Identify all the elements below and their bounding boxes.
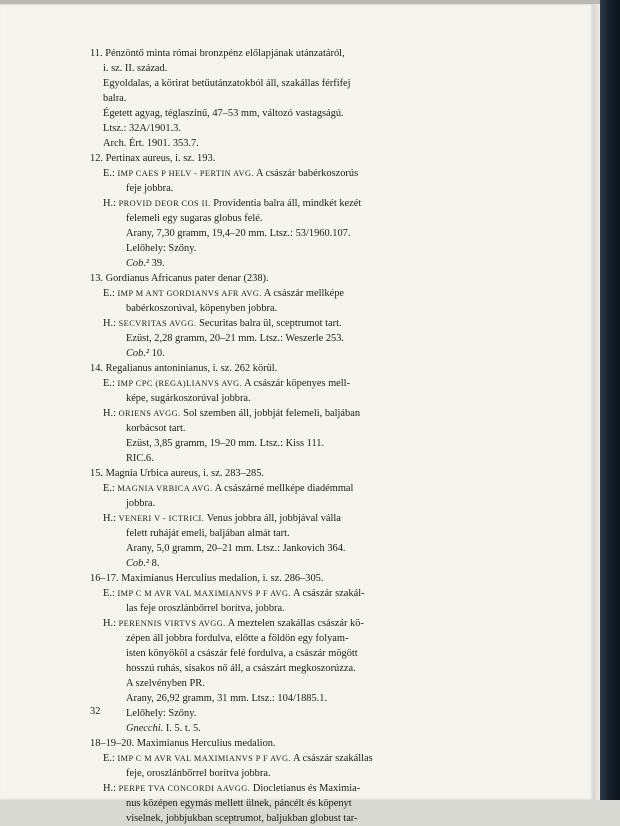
book-cover-edge (600, 0, 620, 800)
reverse-label: H.: (103, 198, 116, 209)
obverse-description-cont: jobbra. (126, 498, 156, 509)
obverse-legend: IMP C M AVR VAL MAXIMIANVS P F AVG. (117, 589, 291, 598)
obverse-line (90, 376, 538, 391)
reverse-label: H.: (103, 618, 116, 629)
material-weight: Arany, 7,30 gramm, 19,4–20 mm. Ltsz.: 53/1960.107. (126, 228, 351, 239)
obverse-description: A császár babérkoszorús (255, 168, 359, 179)
reverse-line (90, 511, 538, 526)
obverse-label: E.: (103, 168, 115, 179)
material-weight: Arany, 26,92 gramm, 31 mm. Ltsz.: 104/1885.1. (126, 693, 328, 704)
catalog-entry-16-17 (90, 571, 538, 736)
find-place: Lelőhely: Szőny. (126, 708, 197, 719)
reference: Arch. Ért. 1901. 353.7. (103, 138, 199, 149)
obverse-legend: IMP C M AVR VAL MAXIMIANVS P F AVG. (117, 754, 291, 763)
entry-line: viselnek, jobbjukban sceptrumot, baljukban globust tar- (126, 813, 358, 824)
obverse-description: A császár mellképe (263, 288, 344, 299)
reference: RIC.6. (126, 453, 154, 464)
obverse-legend: IMP CPC (REGA)LIANVS AVG. (117, 379, 243, 388)
catalog-entry-11 (90, 46, 538, 151)
obverse-description-cont: las feje oroszlánbőrrel borítva, jobbra. (126, 603, 285, 614)
reverse-legend: PERPE TVA CONCORDI AAVGG. (118, 784, 251, 793)
catalog-entry-13 (90, 271, 538, 361)
entry-line: felemeli egy sugaras globus felé. (126, 213, 263, 224)
obverse-line (90, 166, 538, 181)
reference-work: Cob.² (126, 558, 150, 569)
page-number: 32 (90, 706, 101, 717)
reference-number: 8. (151, 558, 160, 569)
reference (90, 256, 538, 271)
reverse-line (90, 781, 538, 796)
material-weight: Arany, 5,0 gramm, 20–21 mm. Ltsz.: Jankovich 364. (126, 543, 346, 554)
catalog-entry-12 (90, 151, 538, 271)
reverse-legend: VENERI V - ICTRICI. (118, 514, 205, 523)
entry-header: 16–17. Maximianus Herculius medalion, i. sz. 286–305. (90, 573, 324, 584)
obverse-line (90, 751, 538, 766)
catalog-text (90, 46, 538, 826)
reverse-description: Securitas balra ül, sceptrumot tart. (199, 318, 342, 329)
reverse-label: H.: (103, 318, 116, 329)
reference (90, 556, 538, 571)
reverse-label: H.: (103, 513, 116, 524)
inventory-number: Ltsz.: 32A/1901.3. (103, 123, 181, 134)
obverse-description-cont: képe, sugárkoszorúval jobbra. (126, 393, 251, 404)
entry-header: 14. Regalianus antoninianus, i. sz. 262 körül. (90, 363, 278, 374)
obverse-line (90, 586, 538, 601)
entry-line: i. sz. II. század. (103, 63, 168, 74)
reverse-label: H.: (103, 783, 116, 794)
reverse-description: Providentia balra áll, mindkét kezét (213, 198, 362, 209)
reference (90, 346, 538, 361)
obverse-description: A császár szakál- (293, 588, 365, 599)
reverse-line (90, 196, 538, 211)
reverse-description: Diocletianus és Maximia- (252, 783, 361, 794)
reverse-legend: ORIENS AVGG. (118, 409, 181, 418)
reverse-description: Venus jobbra áll, jobbjával válla (206, 513, 341, 524)
entry-header: 18–19–20. Maximianus Herculius medalion. (90, 738, 276, 749)
find-place: Lelőhely: Szőny. (126, 243, 197, 254)
obverse-description-cont: babérkoszorúval, köpenyben jobbra. (126, 303, 278, 314)
entry-line: hosszú ruhás, sisakos nő áll, a császárt megkoszorúzza. (126, 663, 356, 674)
reference-work: Gnecchi. (126, 723, 164, 734)
entry-line: korbácsot tart. (126, 423, 186, 434)
obverse-label: E.: (103, 588, 115, 599)
reverse-line (90, 616, 538, 631)
obverse-description: A császár szakállas (293, 753, 373, 764)
reference-work: Cob.² (126, 348, 150, 359)
entry-header: 13. Gordianus Africanus pater denar (238). (90, 273, 269, 284)
reference-number: I. 5. t. 5. (165, 723, 201, 734)
obverse-description: A császárné mellképe diadémmal (214, 483, 354, 494)
reverse-legend: PROVID DEOR COS II. (118, 199, 211, 208)
obverse-label: E.: (103, 483, 115, 494)
obverse-description: A császár köpenyes mell- (244, 378, 351, 389)
obverse-label: E.: (103, 378, 115, 389)
reference-work: Cob.² (126, 258, 150, 269)
obverse-description-cont: feje jobbra. (126, 183, 174, 194)
obverse-legend: IMP M ANT GORDIANVS AFR AVG. (117, 289, 262, 298)
entry-header: 11. Pénzöntő minta római bronzpénz előlapjának utánzatáról, (90, 48, 345, 59)
reference-number: 10. (151, 348, 165, 359)
reverse-legend: SECVRITAS AVGG. (118, 319, 197, 328)
reverse-label: H.: (103, 408, 116, 419)
reference (90, 721, 538, 736)
entry-line: Égetett agyag, téglaszínű, 47–53 mm, változó vastagságú. (103, 108, 344, 119)
obverse-line (90, 286, 538, 301)
material-weight: Ezüst, 2,28 gramm, 20–21 mm. Ltsz.: Weszerle 253. (126, 333, 344, 344)
obverse-label: E.: (103, 753, 115, 764)
catalog-entry-15 (90, 466, 538, 571)
entry-line: balra. (103, 93, 127, 104)
entry-line: felett ruháját emeli, baljában almát tart. (126, 528, 290, 539)
obverse-description-cont: feje, oroszlánbőrrel borítva jobbra. (126, 768, 271, 779)
reverse-description: Sol szemben áll, jobbját felemeli, baljában (183, 408, 361, 419)
entry-line: Egyoldalas, a körirat betűutánzatokból áll, szakállas férfifej (103, 78, 351, 89)
catalog-entry-18-19-20 (90, 736, 538, 826)
obverse-line (90, 481, 538, 496)
obverse-legend: MAGNIA VRBICA AVG. (117, 484, 213, 493)
entry-line: A szelvényben PR. (126, 678, 205, 689)
entry-header: 12. Pertinax aureus, i. sz. 193. (90, 153, 216, 164)
obverse-legend: IMP CAES P HELV - PERTIN AVG. (117, 169, 254, 178)
entry-header: 15. Magnia Urbica aureus, i. sz. 283–285. (90, 468, 265, 479)
reverse-line (90, 316, 538, 331)
reference-number: 39. (151, 258, 165, 269)
reverse-legend: PERENNIS VIRTVS AVGG. (118, 619, 226, 628)
entry-line: zépen áll jobbra fordulva, előtte a földön egy folyam- (126, 633, 349, 644)
reverse-line (90, 406, 538, 421)
reverse-description: A meztelen szakállas császár kö- (227, 618, 364, 629)
obverse-label: E.: (103, 288, 115, 299)
catalog-entry-14 (90, 361, 538, 466)
material-weight: Ezüst, 3,85 gramm, 19–20 mm. Ltsz.: Kiss 111. (126, 438, 325, 449)
entry-line: isten könyököl a császár felé fordulva, a császár mögött (126, 648, 358, 659)
entry-line: nus középen egymás mellett ülnek, páncélt és köpenyt (126, 798, 352, 809)
